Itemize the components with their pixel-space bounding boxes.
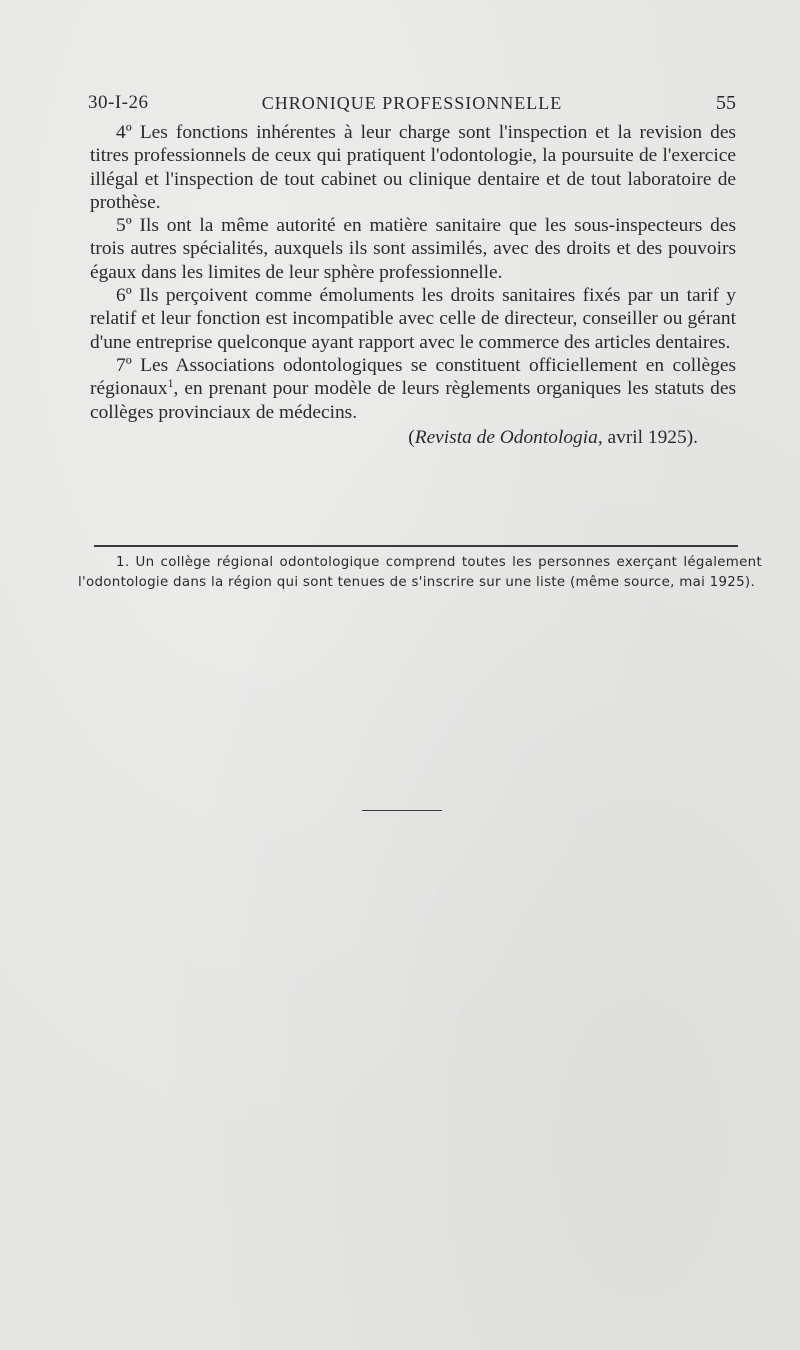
citation-journal: Revista de Odontologia, [414,426,603,448]
paragraph-text: Les fonctions inhérentes à leur charge sont l'inspection et la revision des titres professionnels de ceux qui pratiquent l'odontologie, la poursuite de l'exercice illégal et l'inspection de tout cabinet ou clinique dentaire et de tout laboratoire de prothèse. [90,122,736,213]
paragraph-7 [90,354,736,424]
header-date: 30-I-26 [88,92,149,113]
paragraph-5 [90,214,736,284]
citation-open-paren: ( [408,426,415,448]
running-title: CHRONIQUE PROFESSIONNELLE [261,93,563,113]
footnote-divider [94,545,738,547]
footnote-marker: 1 [167,376,174,391]
footnotes [78,553,762,593]
paragraph-text: Ils perçoivent comme émoluments les droits sanitaires fixés par un tarif y relatif et leur fonction est incompatible avec celle de directeur, conseiller ou gérant d'une entreprise quelconque ayant rapport avec le commerce des articles dentaires. [90,285,736,353]
paragraph-text: Les Associations odontologiques se constituent officiellement en collèges régionaux [90,354,736,400]
footnote-number: 1. [116,555,130,570]
section-end-rule [362,810,442,811]
paragraph-number: 4º [116,122,132,143]
article-body [90,121,736,449]
footnote-text: Un collège régional odontologique comprend toutes les personnes exerçant légalement l'odontologie dans la région qui sont tenues de s'inscrire sur une liste (même source, mai 1925). [78,555,763,590]
footnote-1 [78,553,762,593]
source-citation [90,426,736,449]
page-number: 55 [716,92,736,114]
running-header [88,88,736,118]
paragraph-text-continued: , en prenant pour modèle de leurs règlements organiques les statuts des collèges provinciaux de médecins. [90,378,736,423]
paragraph-number: 5º [116,215,132,237]
paragraph-6 [90,284,736,354]
paragraph-number: 7º [116,354,132,376]
paragraph-text: Ils ont la même autorité en matière sanitaire que les sous-inspecteurs des trois autres spécialités, auxquels ils sont assimilés, avec des droits et des pouvoirs égaux dans les limites de leur sphère professionnelle. [90,215,736,283]
paragraph-number: 6º [116,285,132,307]
citation-date: avril 1925). [607,426,698,448]
paragraph-4 [90,121,736,214]
